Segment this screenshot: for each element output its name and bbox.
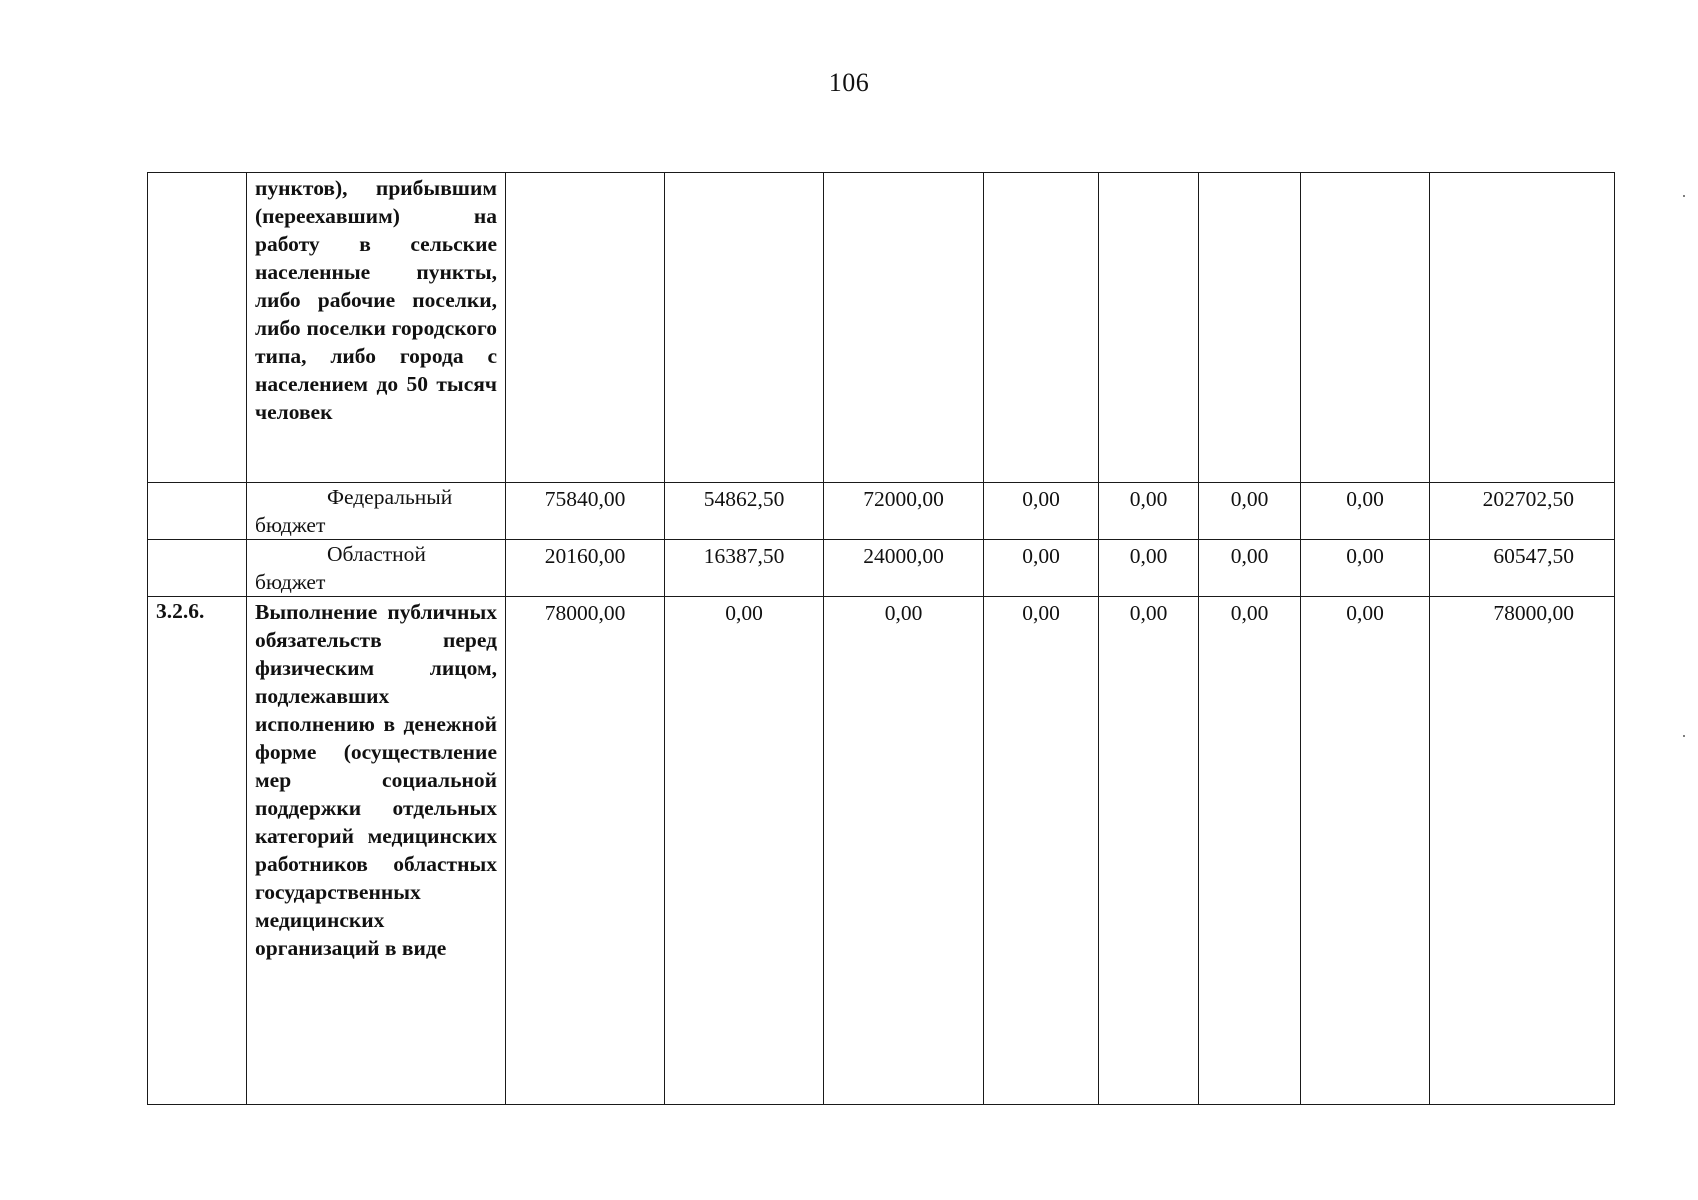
value-cell: 0,00	[1099, 483, 1199, 540]
value-cell: 0,00	[984, 597, 1099, 1105]
value-cell	[1199, 173, 1301, 483]
table-row	[148, 483, 1615, 540]
page-number: 106	[828, 68, 870, 97]
value-cell	[665, 173, 824, 483]
value-cell: 0,00	[1199, 540, 1301, 597]
value-cell: 0,00	[1301, 483, 1430, 540]
value-cell: 0,00	[665, 597, 824, 1105]
table-row	[148, 597, 1615, 1105]
value-cell: 0,00	[1199, 483, 1301, 540]
value-cell: 0,00	[1099, 597, 1199, 1105]
value-cell: 78000,00	[506, 597, 665, 1105]
total-cell	[1430, 173, 1615, 483]
total-cell: 78000,00	[1430, 597, 1615, 1105]
total-cell: 60547,50	[1430, 540, 1615, 597]
value-cell	[1301, 173, 1430, 483]
row-code: 3.2.6.	[148, 597, 247, 1105]
row-code	[148, 173, 247, 483]
scan-speck	[1683, 735, 1685, 737]
row-name: пунктов), прибывшим (переехавшим) на работу в сельские населенные пункты, либо рабочие поселки, либо поселки городского типа, либо города с населением до 50 тысяч человек	[247, 173, 506, 483]
value-cell: 0,00	[1199, 597, 1301, 1105]
value-cell: 16387,50	[665, 540, 824, 597]
value-cell: 0,00	[1301, 540, 1430, 597]
row-code	[148, 540, 247, 597]
value-cell: 0,00	[1099, 540, 1199, 597]
table-row	[148, 173, 1615, 483]
scan-speck	[1683, 195, 1685, 197]
value-cell: 24000,00	[824, 540, 984, 597]
value-cell: 75840,00	[506, 483, 665, 540]
value-cell: 54862,50	[665, 483, 824, 540]
budget-table	[147, 172, 1615, 1105]
row-name: Федеральный бюджет	[247, 483, 506, 540]
value-cell: 72000,00	[824, 483, 984, 540]
total-cell: 202702,50	[1430, 483, 1615, 540]
value-cell: 0,00	[984, 540, 1099, 597]
row-name: Выполнение публичных обязательств перед физическим лицом, подлежавших исполнению в денежной форме (осуществление мер социальной поддержки отдельных категорий медицинских работников областных государственных медицинских организаций в виде	[247, 597, 506, 1105]
row-code	[148, 483, 247, 540]
value-cell	[506, 173, 665, 483]
table-row	[148, 540, 1615, 597]
value-cell	[824, 173, 984, 483]
value-cell: 20160,00	[506, 540, 665, 597]
value-cell: 0,00	[984, 483, 1099, 540]
value-cell: 0,00	[824, 597, 984, 1105]
value-cell: 0,00	[1301, 597, 1430, 1105]
row-name: Областной бюджет	[247, 540, 506, 597]
value-cell	[1099, 173, 1199, 483]
value-cell	[984, 173, 1099, 483]
